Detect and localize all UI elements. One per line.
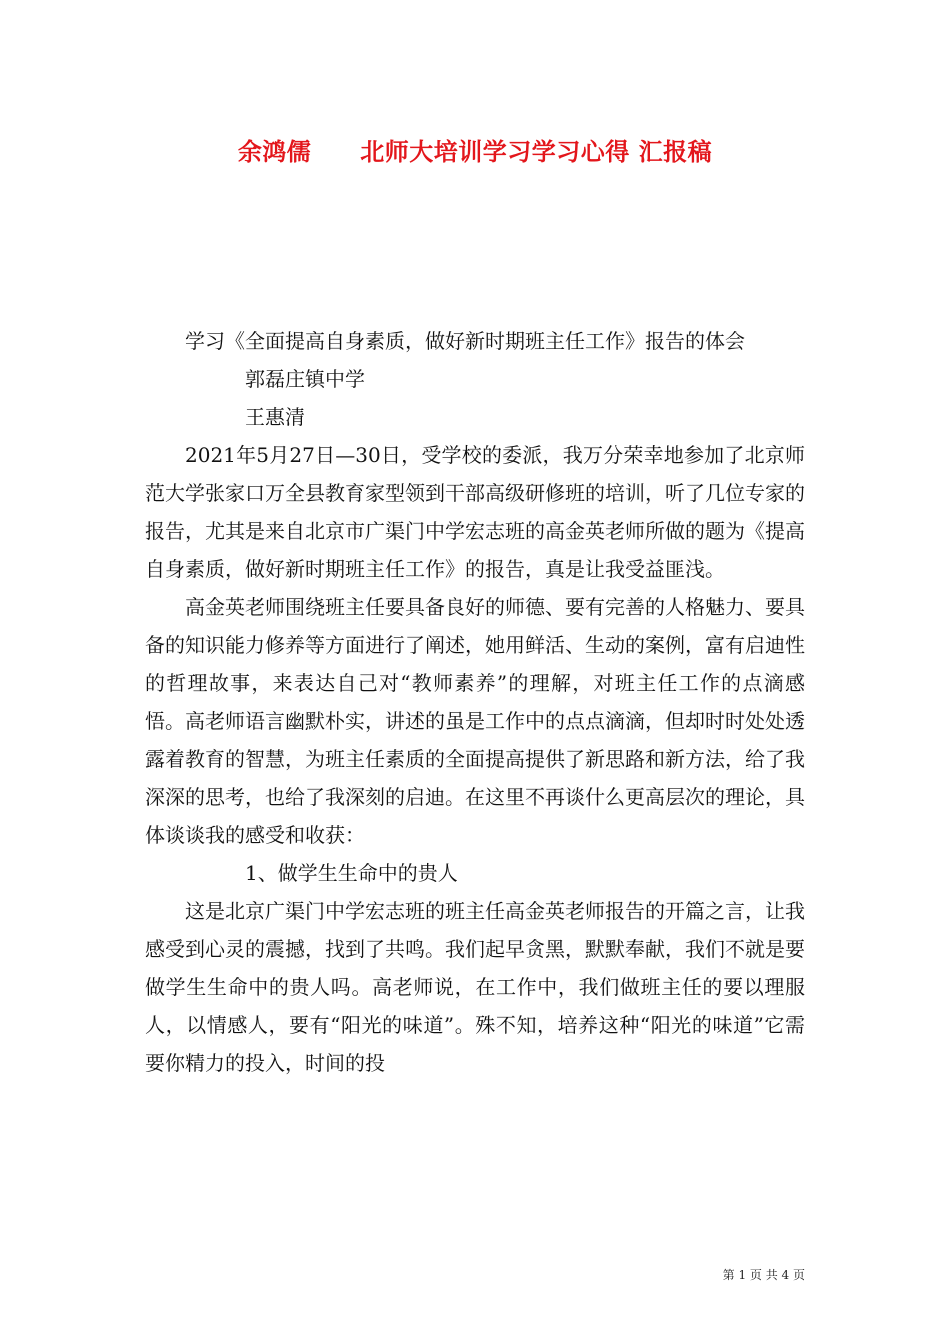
page-number-footer: 第 1 页 共 4 页 [722,1268,805,1282]
section-heading-1: 1、做学生生命中的贵人 [245,861,458,885]
document-title: 余鸿儒 北师大培训学习学习心得 汇报稿 [237,138,713,166]
document-body [145,322,805,1082]
paragraph-training: 2021年5月27日—30日，受学校的委派，我万分荣幸地参加了北京师范大学张家口万全县教育家型领到干部高级研修班的培训，听了几位专家的报告，尤其是来自北京市广渠门中学宏志班的高金英老师所做的题为《提高自身素质，做好新时期班主任工作》的报告，真是让我受益匪浅。 [145,443,805,581]
paragraph-intro: 学习《全面提高自身素质，做好新时期班主任工作》报告的体会 [185,329,745,353]
author-name: 王惠清 [245,405,305,429]
school-name: 郭磊庄镇中学 [245,367,365,391]
paragraph-report-summary: 高金英老师围绕班主任要具备良好的师德、要有完善的人格魅力、要具备的知识能力修养等方面进行了阐述，她用鲜活、生动的案例，富有启迪性的哲理故事，来表达自己对“教师素养”的理解，对班主任工作的点滴感悟。高老师语言幽默朴实，讲述的虽是工作中的点点滴滴，但却时时处处透露着教育的智慧，为班主任素质的全面提高提供了新思路和新方法，给了我深深的思考，也给了我深刻的启迪。在这里不再谈什么更高层次的理论，具体谈谈我的感受和收获： [145,595,805,847]
paragraph-section-1: 这是北京广渠门中学宏志班的班主任高金英老师报告的开篇之言，让我感受到心灵的震撼，找到了共鸣。我们起早贪黑，默默奉献，我们不就是要做学生生命中的贵人吗。高老师说，在工作中，我们做班主任的要以理服人，以情感人，要有“阳光的味道”。殊不知，培养这种“阳光的味道”它需要你精力的投入，时间的投 [145,899,805,1075]
